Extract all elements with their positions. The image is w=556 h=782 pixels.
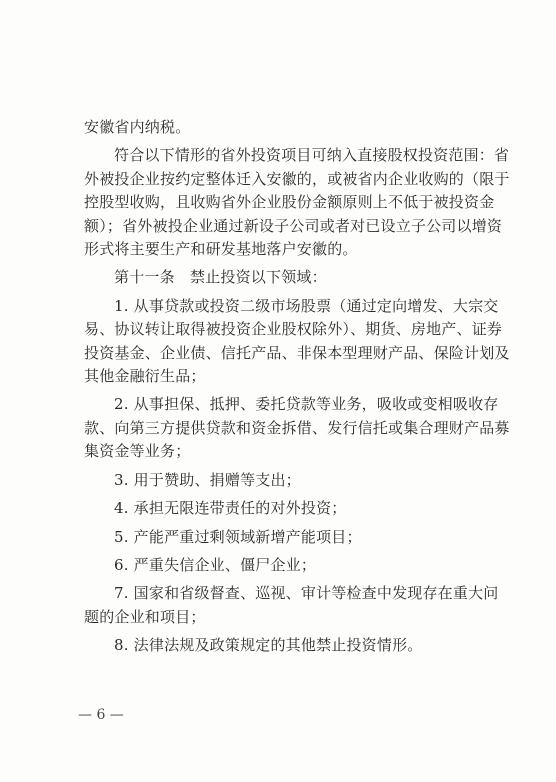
text-line: 投资基金、企业债、信托产品、非保本型理财产品、保险计划及: [84, 343, 510, 362]
text-line: 款、向第三方提供贷款和资金拆借、发行信托或集合理财产品募: [84, 418, 510, 437]
text-line: 易、协议转让取得被投资企业股权除外）、期货、房地产、证券: [84, 320, 503, 339]
text-line: 1. 从事贷款或投资二级市场股票（通过定向增发、大宗交: [114, 296, 499, 315]
list-item: [84, 469, 484, 492]
text-line: 7. 国家和省级督查、巡视、审计等检查中发现存在重大问: [114, 584, 499, 603]
list-item: [84, 554, 484, 577]
text-line: 集资金等业务；: [84, 442, 191, 461]
list-item: [84, 295, 510, 389]
text-line: 8. 法律法规及政策规定的其他禁止投资情形。: [114, 636, 423, 655]
text-line: 安徽省内纳税。: [84, 118, 191, 136]
text-line: 2. 从事担保、抵押、委托贷款等业务，吸收或变相吸收存: [114, 395, 499, 414]
paragraph: [84, 144, 510, 261]
list-item: [84, 497, 484, 520]
list-item: [84, 393, 510, 463]
text-line: 6. 严重失信企业、僵尸企业；: [114, 555, 317, 574]
text-line: 控股型收购，且收购省外企业股份金额原则上不低于被投资金: [84, 193, 495, 212]
article-heading: [84, 266, 484, 289]
text-line: 题的企业和项目；: [84, 607, 206, 626]
text-line: 第十一条 禁止投资以下领域：: [114, 268, 327, 287]
page-number: — 6 —: [78, 707, 124, 723]
document-body: [84, 116, 510, 658]
list-item: [84, 582, 499, 629]
list-item: [84, 634, 484, 657]
text-line: 4. 承担无限连带责任的对外投资；: [114, 499, 347, 518]
text-line: 5. 产能严重过剩领域新增产能项目；: [114, 527, 362, 546]
list-item: [84, 526, 484, 549]
text-line: 额）；省外被投企业通过新设子公司或者对已设立子公司以增资: [84, 216, 503, 235]
paragraph: [84, 116, 484, 139]
text-line: 符合以下情形的省外投资项目可纳入直接股权投资范围：省: [114, 146, 510, 165]
text-line: 外被投企业按约定整体迁入安徽的，或被省内企业收购的（限于: [84, 169, 510, 188]
text-line: 3. 用于赞助、捐赠等支出；: [114, 470, 301, 489]
text-line: 形式将主要生产和研发基地落户安徽的。: [84, 240, 358, 259]
text-line: 其他金融衍生品；: [84, 367, 206, 386]
